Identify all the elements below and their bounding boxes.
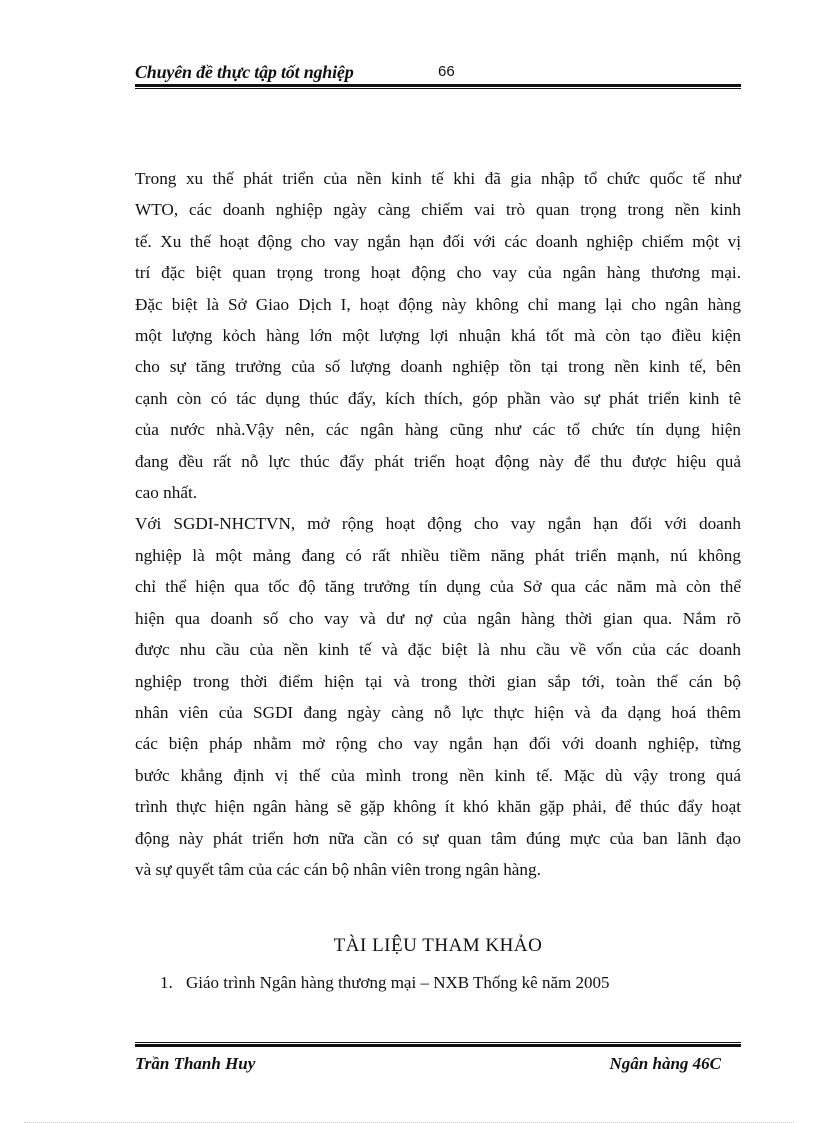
text-line: nghiệp là một mảng đang có rất nhiều tiềm năng phát triển mạnh, nú không [135, 545, 741, 565]
footer-rule [135, 1042, 741, 1048]
text-line: nghiệp trong thời điểm hiện tại và trong thời gian sắp tới, toàn thể cán bộ [135, 671, 741, 691]
document-body [135, 163, 741, 885]
text-line: tế. Xu thế hoạt động cho vay ngắn hạn đối với các doanh nghiệp chiếm một vị [135, 231, 741, 251]
text-line: cho sự tăng trưởng của số lượng doanh nghiệp tồn tại trong nền kinh tế, bên [135, 357, 741, 377]
text-line: cạnh còn có tác dụng thúc đẩy, kích thích, góp phần vào sự phát triển kinh tê [135, 388, 741, 408]
reference-item [160, 973, 609, 993]
reference-number: 1. [160, 973, 173, 992]
text-line: Đặc biệt là Sở Giao Dịch I, hoạt động này không chỉ mang lại cho ngân hàng [135, 294, 741, 314]
page-header [135, 62, 741, 86]
footer-rule-thin [135, 1042, 741, 1043]
paragraph-2 [135, 508, 741, 885]
reference-text: Giáo trình Ngân hàng thương mại – NXB Thống kê năm 2005 [186, 973, 610, 992]
header-rule [135, 84, 741, 90]
footer-rule-thick [135, 1044, 741, 1047]
paragraph-1 [135, 163, 741, 508]
text-line: và sự quyết tâm của các cán bộ nhân viên trong ngân hàng. [135, 859, 541, 879]
text-line: hiện qua doanh số cho vay và dư nợ của ngân hàng thời gian qua. Nắm rõ [135, 608, 741, 628]
text-line: nhân viên của SGDI đang ngày càng nỗ lực thực hiện và đa dạng hoá thêm [135, 702, 741, 722]
references-list [160, 973, 609, 993]
text-line: cao nhất. [135, 483, 198, 503]
text-line: của nước nhà.Vậy nên, các ngân hàng cũng như các tổ chức tín dụng hiện [135, 420, 741, 440]
footer-class: Ngân hàng 46C [609, 1054, 721, 1073]
text-line: các biện pháp nhằm mở rộng cho vay ngắn hạn đối với doanh nghiệp, từng [135, 734, 741, 754]
text-line: đang đều rất nỗ lực thúc đẩy phát triển hoạt động này để thu được hiệu quả [135, 451, 741, 471]
text-line: một lượng kỏch hàng lớn một lượng lợi nhuận khá tốt mà còn tạo điều kiện [135, 326, 741, 346]
references-heading: TÀI LIỆU THAM KHẢO [333, 935, 543, 956]
footer-author: Trần Thanh Huy [135, 1054, 256, 1073]
header-title: Chuyên đề thực tập tốt nghiệp [135, 62, 354, 82]
text-line: Trong xu thế phát triển của nền kinh tế khi đã gia nhập tổ chức quốc tế như [135, 169, 741, 188]
text-line: động này phát triển hơn nữa cần có sự quan tâm đúng mực của ban lãnh đạo [135, 828, 741, 848]
text-line: bước khẳng định vị thế của mình trong nền kinh tế. Mặc dù vậy trong quá [135, 765, 741, 785]
text-line: Với SGDI-NHCTVN, mở rộng hoạt động cho vay ngắn hạn đối với doanh [135, 514, 741, 534]
header-rule-thin [135, 88, 741, 89]
text-line: WTO, các doanh nghiệp ngày càng chiếm vai trò quan trọng trong nền kinh [135, 200, 741, 220]
page-number: 66 [438, 63, 455, 80]
text-line: trí đặc biệt quan trọng trong hoạt động cho vay của ngân hàng thương mại. [135, 263, 741, 283]
header-rule-thick [135, 84, 741, 87]
text-line: được nhu cầu của nền kinh tế và đặc biệt là nhu cầu về vốn của các doanh [135, 640, 741, 660]
text-line: trình thực hiện ngân hàng sẽ gặp không ít khó khăn gặp phải, để thúc đẩy hoạt [135, 797, 741, 817]
text-line: chỉ thể hiện qua tốc độ tăng trưởng tín dụng của Sở qua các năm mà còn thể [135, 577, 741, 597]
